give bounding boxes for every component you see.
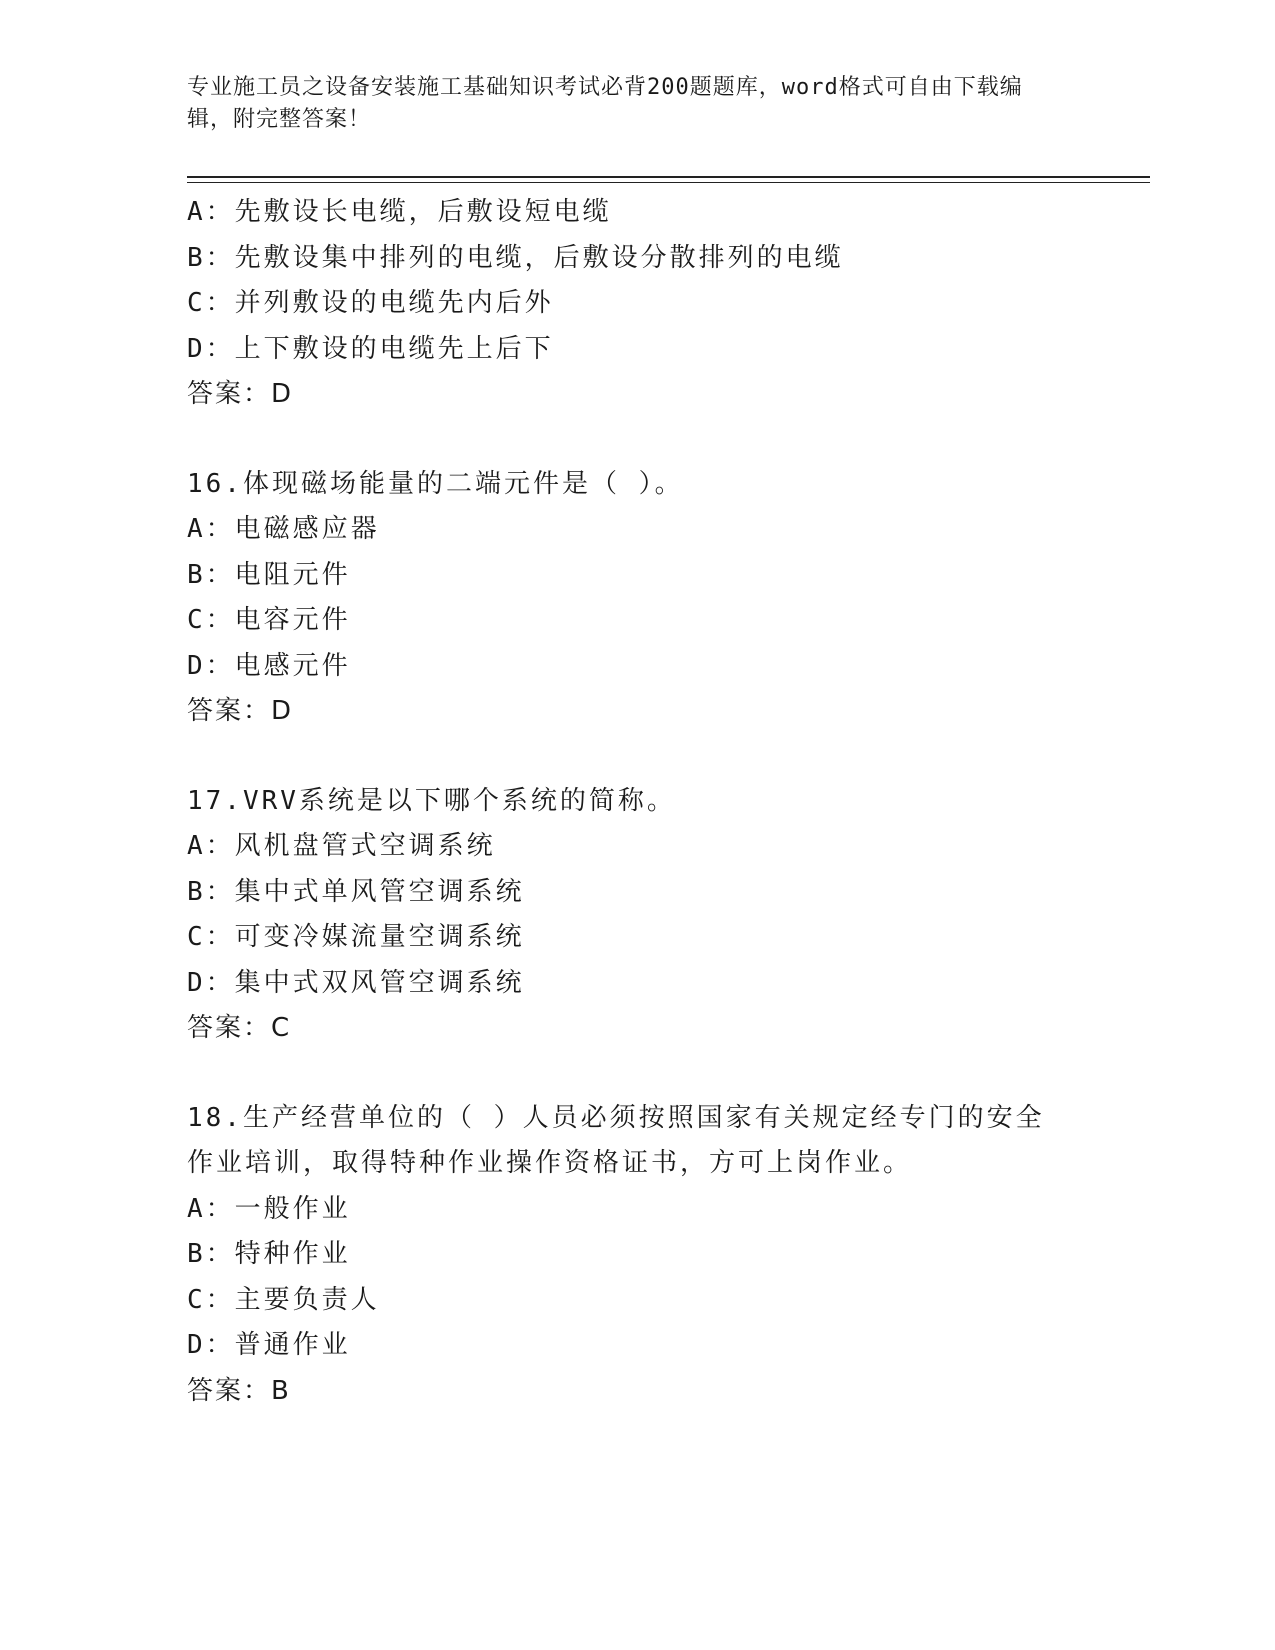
question-stem: 17.VRV系统是以下哪个系统的简称。 xyxy=(187,785,676,816)
document-header-title: 专业施工员之设备安装施工基础知识考试必背200题题库，word格式可自由下载编辑，附完整答案！ xyxy=(187,75,1023,132)
header-divider-thick xyxy=(187,176,1150,178)
option-b: B：先敷设集中排列的电缆，后敷设分散排列的电缆 xyxy=(187,242,844,273)
option-d: D：普通作业 xyxy=(187,1330,351,1360)
option-b: B：电阻元件 xyxy=(187,559,351,590)
option-a: A：电磁感应器 xyxy=(187,514,380,544)
question-list xyxy=(187,190,1067,1414)
question-block-18 xyxy=(187,1096,1067,1415)
block-spacer xyxy=(187,418,1067,462)
option-a: A：风机盘管式空调系统 xyxy=(187,831,496,861)
question-block-16 xyxy=(187,462,1067,735)
answer-line: 答案：C xyxy=(187,1013,292,1043)
option-c: C：电容元件 xyxy=(187,605,351,635)
option-d: D：集中式双风管空调系统 xyxy=(187,967,525,998)
question-block-15 xyxy=(187,190,1067,418)
option-b: B：特种作业 xyxy=(187,1239,351,1269)
option-c: C：可变冷媒流量空调系统 xyxy=(187,922,525,952)
option-c: C：并列敷设的电缆先内后外 xyxy=(187,288,554,318)
option-c: C：主要负责人 xyxy=(187,1284,380,1315)
answer-line: 答案：B xyxy=(187,1375,291,1406)
option-a: A：一般作业 xyxy=(187,1193,351,1224)
answer-line: 答案：D xyxy=(187,696,294,726)
block-spacer xyxy=(187,735,1067,779)
block-spacer xyxy=(187,1052,1067,1096)
option-b: B：集中式单风管空调系统 xyxy=(187,876,525,907)
question-block-17 xyxy=(187,779,1067,1052)
option-a: A：先敷设长电缆，后敷设短电缆 xyxy=(187,197,612,227)
header-divider-thin xyxy=(187,182,1150,183)
answer-line: 答案：D xyxy=(187,379,294,409)
option-d: D：上下敷设的电缆先上后下 xyxy=(187,333,554,364)
option-d: D：电感元件 xyxy=(187,650,351,681)
question-stem: 16.体现磁场能量的二端元件是（ ）。 xyxy=(187,468,684,499)
question-stem: 18.生产经营单位的（ ）人员必须按照国家有关规定经专门的安全作业培训，取得特种作业操作资格证书，方可上岗作业。 xyxy=(187,1102,1045,1178)
